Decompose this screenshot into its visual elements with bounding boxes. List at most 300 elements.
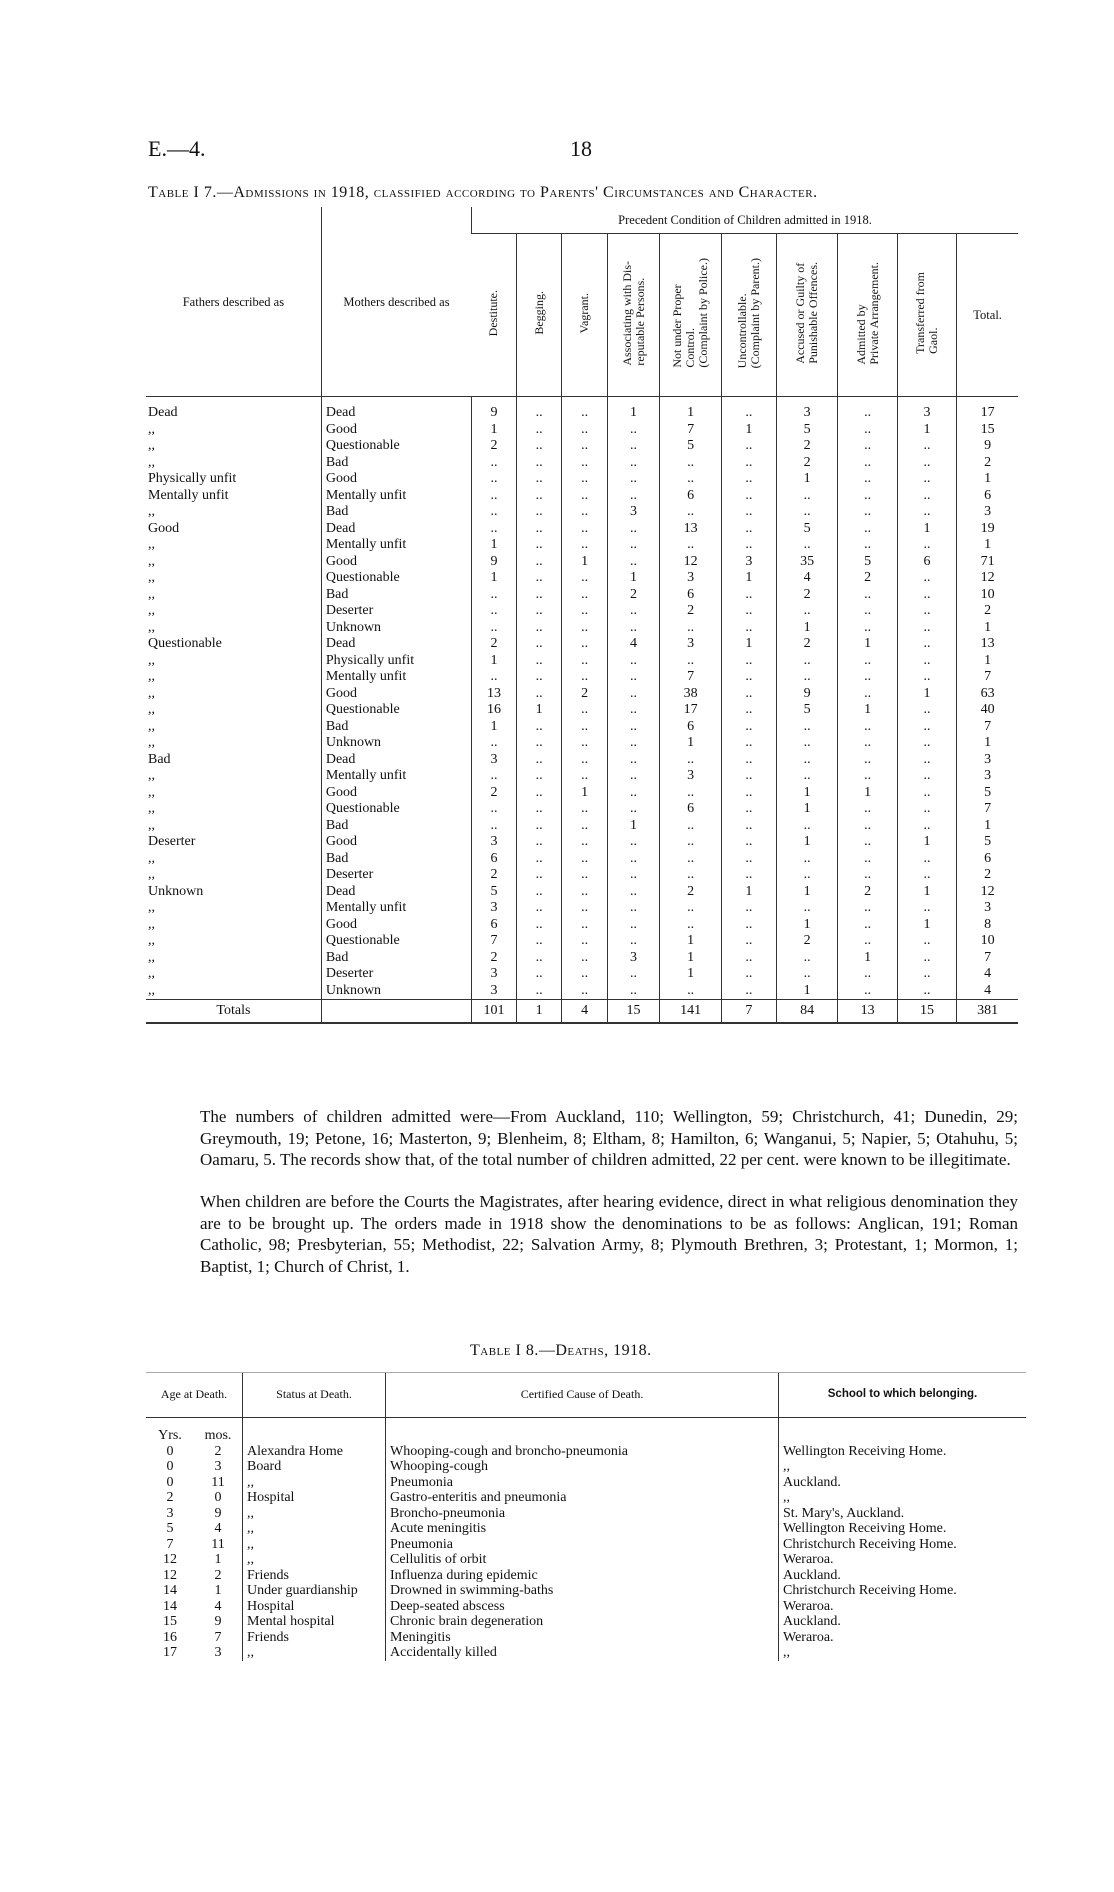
mother-cell: Good <box>321 686 471 703</box>
value-cell: 19 <box>957 521 1018 538</box>
value-cell: .. <box>721 785 776 802</box>
value-cell: 2 <box>660 603 722 620</box>
value-cell: .. <box>660 851 722 868</box>
value-cell: 10 <box>957 933 1018 950</box>
value-cell: .. <box>562 966 607 983</box>
mother-cell: Bad <box>321 719 471 736</box>
father-cell: ,, <box>148 768 155 784</box>
status-cell: Board <box>243 1459 386 1475</box>
value-cell: .. <box>721 521 776 538</box>
value-cell: 1 <box>957 818 1018 835</box>
status-cell: Friends <box>243 1568 386 1584</box>
value-cell: .. <box>721 752 776 769</box>
value-cell: 7 <box>957 719 1018 736</box>
father-cell: ,, <box>148 949 155 965</box>
age-months-cell: 1 <box>214 1552 222 1567</box>
value-cell: .. <box>472 801 517 818</box>
table8-caption-label: Table I 8. <box>470 1342 539 1359</box>
value-cell: 6 <box>660 587 722 604</box>
father-cell: Bad <box>148 751 171 767</box>
table-row <box>146 1645 1026 1661</box>
table-row <box>146 752 1018 769</box>
value-cell: 3 <box>660 768 722 785</box>
school-cell: Wellington Receiving Home. <box>779 1521 1027 1537</box>
value-cell: .. <box>472 488 517 505</box>
value-cell: .. <box>516 867 561 884</box>
value-cell: .. <box>562 834 607 851</box>
age-years-cell: 0 <box>166 1474 174 1490</box>
value-cell: .. <box>562 504 607 521</box>
table-row <box>146 686 1018 703</box>
school-cell: Weraroa. <box>779 1630 1027 1646</box>
value-cell: .. <box>897 950 956 967</box>
value-cell: .. <box>472 669 517 686</box>
value-cell: 1 <box>660 933 722 950</box>
father-cell: ,, <box>148 421 155 437</box>
total-cell: 84 <box>776 1000 838 1024</box>
father-cell: ,, <box>148 784 155 800</box>
value-cell: .. <box>562 950 607 967</box>
value-cell: .. <box>721 818 776 835</box>
table-row <box>146 504 1018 521</box>
mother-cell: Bad <box>321 504 471 521</box>
table-row <box>146 768 1018 785</box>
value-cell: .. <box>516 537 561 554</box>
mother-cell: Mentally unfit <box>321 900 471 917</box>
value-cell: 1 <box>897 834 956 851</box>
value-cell: .. <box>838 801 897 818</box>
value-cell: .. <box>838 983 897 1000</box>
father-cell: ,, <box>148 916 155 932</box>
table7-caption-text: —Admissions in 1918, classified according to Parents' Circumstances and Character. <box>216 184 818 201</box>
value-cell: .. <box>516 818 561 835</box>
total-cell: 15 <box>897 1000 956 1024</box>
value-cell: 2 <box>776 933 838 950</box>
father-cell: ,, <box>148 669 155 685</box>
age-months-cell: 9 <box>214 1614 222 1629</box>
value-cell: .. <box>607 455 659 472</box>
value-cell: .. <box>516 735 561 752</box>
age-years-cell: 14 <box>163 1598 177 1614</box>
cause-header: Certified Cause of Death. <box>386 1373 779 1418</box>
cause-cell: Influenza during epidemic <box>386 1568 779 1584</box>
value-cell: .. <box>607 983 659 1000</box>
father-cell: ,, <box>148 652 155 668</box>
value-cell: .. <box>516 950 561 967</box>
age-months-cell: 1 <box>214 1583 222 1598</box>
table-row <box>146 1490 1026 1506</box>
table-row <box>146 702 1018 719</box>
value-cell: .. <box>838 768 897 785</box>
value-cell: 1 <box>660 397 722 422</box>
value-cell: 2 <box>776 587 838 604</box>
value-cell: .. <box>838 719 897 736</box>
value-cell: .. <box>838 867 897 884</box>
value-cell: 1 <box>776 801 838 818</box>
value-cell: .. <box>721 471 776 488</box>
value-cell: 1 <box>660 966 722 983</box>
value-cell: .. <box>721 719 776 736</box>
value-cell: .. <box>516 570 561 587</box>
table-row <box>146 620 1018 637</box>
value-cell: 1 <box>660 950 722 967</box>
value-cell: 4 <box>957 983 1018 1000</box>
value-cell: .. <box>897 752 956 769</box>
cause-cell: Whooping-cough <box>386 1459 779 1475</box>
value-cell: 4 <box>607 636 659 653</box>
age-months-cell: 4 <box>214 1521 222 1536</box>
value-cell: 2 <box>957 603 1018 620</box>
value-cell: .. <box>838 455 897 472</box>
value-cell: 3 <box>472 966 517 983</box>
column-header: Destitute. <box>472 234 517 397</box>
value-cell: 12 <box>957 570 1018 587</box>
value-cell: .. <box>721 966 776 983</box>
value-cell: .. <box>838 818 897 835</box>
value-cell: .. <box>562 933 607 950</box>
value-cell: .. <box>897 818 956 835</box>
age-months-cell: 2 <box>214 1567 222 1583</box>
table-row <box>146 603 1018 620</box>
value-cell: .. <box>562 636 607 653</box>
value-cell: .. <box>721 834 776 851</box>
value-cell: .. <box>562 768 607 785</box>
school-cell: Weraroa. <box>779 1599 1027 1615</box>
value-cell: .. <box>562 669 607 686</box>
value-cell: .. <box>516 768 561 785</box>
value-cell: 5 <box>776 422 838 439</box>
value-cell: .. <box>838 603 897 620</box>
cause-cell: Acute meningitis <box>386 1521 779 1537</box>
school-cell: ,, <box>779 1645 1027 1661</box>
status-cell: Alexandra Home <box>243 1444 386 1460</box>
value-cell: 1 <box>897 686 956 703</box>
value-cell: .. <box>516 917 561 934</box>
mother-cell: Physically unfit <box>321 653 471 670</box>
value-cell: .. <box>721 917 776 934</box>
value-cell: .. <box>562 587 607 604</box>
admissions-table <box>146 207 1018 1024</box>
cause-cell: Drowned in swimming-baths <box>386 1583 779 1599</box>
age-years-cell: 7 <box>166 1536 174 1552</box>
mother-cell: Bad <box>321 818 471 835</box>
value-cell: 13 <box>660 521 722 538</box>
value-cell: .. <box>516 438 561 455</box>
table-row <box>146 933 1018 950</box>
value-cell: .. <box>660 504 722 521</box>
age-years-cell: 14 <box>163 1583 177 1598</box>
value-cell: .. <box>838 752 897 769</box>
father-cell: ,, <box>148 619 155 635</box>
value-cell: .. <box>607 603 659 620</box>
value-cell: 16 <box>472 702 517 719</box>
value-cell: .. <box>721 702 776 719</box>
value-cell: .. <box>897 620 956 637</box>
age-years-cell: 2 <box>166 1490 174 1505</box>
table-row <box>146 1614 1026 1630</box>
value-cell: .. <box>897 570 956 587</box>
school-cell: Auckland. <box>779 1568 1027 1584</box>
mother-cell: Dead <box>321 397 471 422</box>
mother-cell: Unknown <box>321 735 471 752</box>
mother-cell: Good <box>321 917 471 934</box>
value-cell: 9 <box>472 397 517 422</box>
value-cell: 4 <box>957 966 1018 983</box>
value-cell: 2 <box>472 438 517 455</box>
value-cell: 2 <box>472 785 517 802</box>
father-cell: ,, <box>148 982 155 998</box>
value-cell: .. <box>516 653 561 670</box>
totals-label: Totals <box>146 1000 321 1024</box>
table-row <box>146 950 1018 967</box>
value-cell: 17 <box>957 397 1018 422</box>
status-cell: ,, <box>243 1537 386 1553</box>
value-cell: .. <box>562 752 607 769</box>
age-months-cell: 2 <box>214 1443 222 1459</box>
father-cell: Physically unfit <box>148 471 237 487</box>
denominations-paragraph: When children are before the Courts the Magistrates, after hearing evidence, direct in what religious denomination they are to be brought up. The orders made in 1918 show the denominations to be as follows: Anglican, 191; Roman Catholic, 98; Presbyterian, 55; Methodist, 22; Salvation Army, 8; Plymouth Brethren, 3; Protestant, 1; Mormon, 1; Baptist, 1; Church of Christ, 1. <box>200 1192 1018 1276</box>
value-cell: .. <box>776 900 838 917</box>
value-cell: .. <box>562 471 607 488</box>
value-cell: 7 <box>957 669 1018 686</box>
fathers-header: Fathers described as <box>146 207 321 397</box>
value-cell: .. <box>721 438 776 455</box>
table-row <box>146 1599 1026 1615</box>
value-cell: .. <box>838 397 897 422</box>
mother-cell: Unknown <box>321 620 471 637</box>
value-cell: 2 <box>660 884 722 901</box>
father-cell: Unknown <box>148 883 204 899</box>
value-cell: .. <box>776 735 838 752</box>
value-cell: .. <box>721 488 776 505</box>
value-cell: .. <box>516 620 561 637</box>
table-row <box>146 397 1018 422</box>
table-row <box>146 636 1018 653</box>
value-cell: 1 <box>562 554 607 571</box>
age-months-cell: 3 <box>214 1459 222 1474</box>
mother-cell: Bad <box>321 587 471 604</box>
value-cell: 4 <box>776 570 838 587</box>
value-cell: 7 <box>472 933 517 950</box>
value-cell: .. <box>838 917 897 934</box>
value-cell: .. <box>607 851 659 868</box>
value-cell: 5 <box>776 702 838 719</box>
value-cell: 7 <box>660 669 722 686</box>
value-cell: .. <box>516 636 561 653</box>
value-cell: 1 <box>957 620 1018 637</box>
value-cell: .. <box>516 488 561 505</box>
value-cell: .. <box>897 768 956 785</box>
value-cell: .. <box>516 521 561 538</box>
value-cell: .. <box>607 620 659 637</box>
value-cell: 5 <box>957 834 1018 851</box>
table7-caption-label: Table I 7. <box>148 184 217 201</box>
value-cell: .. <box>838 620 897 637</box>
father-cell: ,, <box>148 570 155 586</box>
value-cell: .. <box>562 801 607 818</box>
father-cell: ,, <box>148 850 155 866</box>
value-cell: .. <box>562 702 607 719</box>
status-cell: ,, <box>243 1521 386 1537</box>
value-cell: 3 <box>472 900 517 917</box>
value-cell: 2 <box>776 438 838 455</box>
value-cell: .. <box>607 867 659 884</box>
value-cell: .. <box>776 851 838 868</box>
value-cell: 1 <box>721 636 776 653</box>
value-cell: .. <box>721 983 776 1000</box>
value-cell: .. <box>516 554 561 571</box>
mother-cell: Bad <box>321 851 471 868</box>
value-cell: .. <box>838 653 897 670</box>
value-cell: .. <box>516 983 561 1000</box>
father-cell: ,, <box>148 537 155 553</box>
value-cell: .. <box>472 603 517 620</box>
table-row <box>146 1475 1026 1491</box>
table-row <box>146 1459 1026 1475</box>
cause-cell: Gastro-enteritis and pneumonia <box>386 1490 779 1506</box>
value-cell: .. <box>897 801 956 818</box>
value-cell: .. <box>516 884 561 901</box>
value-cell: .. <box>472 735 517 752</box>
status-cell: ,, <box>243 1552 386 1568</box>
value-cell: .. <box>516 471 561 488</box>
value-cell: 6 <box>660 719 722 736</box>
value-cell: .. <box>721 455 776 472</box>
value-cell: .. <box>838 933 897 950</box>
total-cell: 4 <box>562 1000 607 1024</box>
value-cell: 3 <box>957 900 1018 917</box>
value-cell: 3 <box>660 636 722 653</box>
age-months-cell: 7 <box>214 1629 222 1645</box>
value-cell: .. <box>562 851 607 868</box>
school-cell: Christchurch Receiving Home. <box>779 1583 1027 1599</box>
value-cell: .. <box>776 950 838 967</box>
value-cell: .. <box>562 818 607 835</box>
value-cell: .. <box>897 603 956 620</box>
mother-cell: Dead <box>321 636 471 653</box>
table-row <box>146 1444 1026 1460</box>
value-cell: .. <box>660 620 722 637</box>
page-reference: E.—4. <box>148 136 206 161</box>
value-cell: 1 <box>472 653 517 670</box>
mother-cell: Dead <box>321 521 471 538</box>
value-cell: .. <box>838 686 897 703</box>
table-row <box>146 834 1018 851</box>
value-cell: .. <box>776 818 838 835</box>
table-row <box>146 537 1018 554</box>
father-cell: ,, <box>148 603 155 619</box>
value-cell: 2 <box>472 636 517 653</box>
value-cell: 1 <box>897 422 956 439</box>
value-cell: .. <box>562 521 607 538</box>
value-cell: .. <box>838 587 897 604</box>
value-cell: 35 <box>776 554 838 571</box>
mother-cell: Mentally unfit <box>321 669 471 686</box>
value-cell: .. <box>607 735 659 752</box>
total-cell: 141 <box>660 1000 722 1024</box>
table-row <box>146 1537 1026 1553</box>
value-cell: 1 <box>776 983 838 1000</box>
value-cell: 7 <box>957 950 1018 967</box>
value-cell: .. <box>472 587 517 604</box>
mother-cell: Dead <box>321 884 471 901</box>
father-cell: ,, <box>148 966 155 982</box>
value-cell: .. <box>472 471 517 488</box>
value-cell: .. <box>838 851 897 868</box>
value-cell: .. <box>897 719 956 736</box>
value-cell: 5 <box>472 884 517 901</box>
value-cell: .. <box>562 867 607 884</box>
value-cell: .. <box>607 966 659 983</box>
father-cell: ,, <box>148 454 155 470</box>
value-cell: .. <box>562 719 607 736</box>
father-cell: ,, <box>148 702 155 718</box>
cause-cell: Deep-seated abscess <box>386 1599 779 1615</box>
totals-spacer <box>321 1000 471 1024</box>
age-years-cell: 12 <box>163 1552 177 1567</box>
value-cell: .. <box>897 471 956 488</box>
value-cell: .. <box>721 867 776 884</box>
table-row <box>146 785 1018 802</box>
table-row <box>146 1552 1026 1568</box>
value-cell: 5 <box>957 785 1018 802</box>
value-cell: 1 <box>776 620 838 637</box>
value-cell: 1 <box>776 917 838 934</box>
value-cell: 3 <box>472 834 517 851</box>
value-cell: .. <box>721 933 776 950</box>
value-cell: .. <box>776 752 838 769</box>
value-cell: .. <box>897 851 956 868</box>
mother-cell: Questionable <box>321 702 471 719</box>
table-row <box>146 570 1018 587</box>
value-cell: .. <box>897 983 956 1000</box>
value-cell: 3 <box>957 504 1018 521</box>
value-cell: .. <box>516 801 561 818</box>
cause-cell: Whooping-cough and broncho-pneumonia <box>386 1444 779 1460</box>
value-cell: .. <box>838 438 897 455</box>
value-cell: .. <box>660 455 722 472</box>
value-cell: 6 <box>957 851 1018 868</box>
value-cell: 1 <box>957 735 1018 752</box>
value-cell: .. <box>660 653 722 670</box>
value-cell: .. <box>897 504 956 521</box>
value-cell: 12 <box>957 884 1018 901</box>
value-cell: 2 <box>562 686 607 703</box>
table8-caption-text: —Deaths, 1918. <box>538 1342 652 1359</box>
value-cell: .. <box>516 752 561 769</box>
mother-cell: Good <box>321 422 471 439</box>
value-cell: .. <box>562 537 607 554</box>
mother-cell: Mentally unfit <box>321 488 471 505</box>
value-cell: 3 <box>957 768 1018 785</box>
age-years-cell: 0 <box>166 1459 174 1474</box>
table-row <box>146 983 1018 1000</box>
age-years-cell: 17 <box>163 1645 177 1660</box>
value-cell: 6 <box>660 488 722 505</box>
value-cell: .. <box>516 397 561 422</box>
value-cell: .. <box>897 653 956 670</box>
value-cell: 13 <box>472 686 517 703</box>
value-cell: 1 <box>721 570 776 587</box>
table-row <box>146 554 1018 571</box>
value-cell: .. <box>472 818 517 835</box>
value-cell: 1 <box>516 702 561 719</box>
value-cell: .. <box>607 537 659 554</box>
father-cell: ,, <box>148 586 155 602</box>
value-cell: 15 <box>957 422 1018 439</box>
value-cell: .. <box>897 636 956 653</box>
table-row <box>146 455 1018 472</box>
